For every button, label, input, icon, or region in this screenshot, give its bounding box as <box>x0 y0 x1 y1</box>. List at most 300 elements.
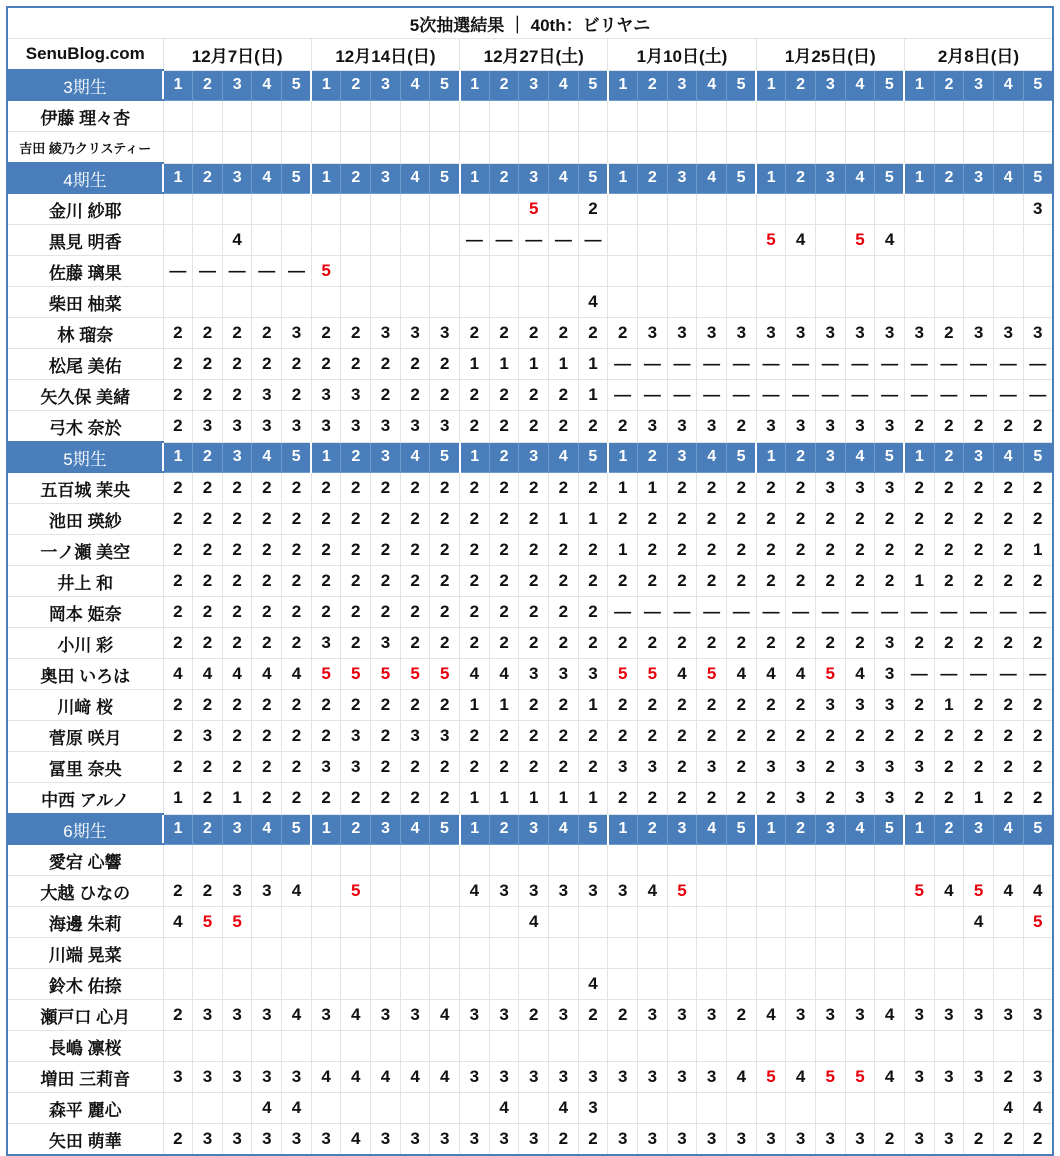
result-cell: 3 <box>667 1062 697 1093</box>
result-cell: 3 <box>430 318 460 349</box>
result-cell: 5 <box>341 876 371 907</box>
result-cell <box>934 844 964 876</box>
slot-number: 2 <box>489 442 519 472</box>
result-cell <box>460 256 490 287</box>
result-cell: 3 <box>400 318 430 349</box>
result-cell: 2 <box>163 1000 193 1031</box>
result-cell <box>726 225 756 256</box>
result-cell <box>193 225 223 256</box>
result-cell <box>252 1031 282 1062</box>
result-cell <box>400 907 430 938</box>
result-cell: 2 <box>460 752 490 783</box>
result-cell <box>697 225 727 256</box>
result-cell <box>222 1093 252 1124</box>
member-name: 奥田 いろは <box>7 659 163 690</box>
result-cell <box>489 938 519 969</box>
result-cell: 3 <box>697 752 727 783</box>
result-cell: 3 <box>1023 193 1053 225</box>
result-cell: 2 <box>460 566 490 597</box>
result-cell: 3 <box>608 1062 638 1093</box>
result-cell: 2 <box>786 566 816 597</box>
result-cell: 3 <box>845 752 875 783</box>
result-cell: 2 <box>489 597 519 628</box>
result-cell: 2 <box>430 380 460 411</box>
result-cell: 3 <box>845 472 875 504</box>
result-cell: 2 <box>578 535 608 566</box>
result-cell <box>786 907 816 938</box>
result-cell <box>815 100 845 132</box>
result-cell <box>519 1093 549 1124</box>
result-cell <box>311 844 341 876</box>
result-cell: 3 <box>845 690 875 721</box>
result-cell <box>875 193 905 225</box>
result-cell <box>341 907 371 938</box>
result-cell: 5 <box>904 876 934 907</box>
result-cell: 2 <box>726 535 756 566</box>
member-row <box>7 287 1053 318</box>
result-cell: 2 <box>400 597 430 628</box>
result-cell <box>252 100 282 132</box>
result-cell <box>875 100 905 132</box>
result-cell <box>756 1093 786 1124</box>
member-row <box>7 256 1053 287</box>
result-cell <box>549 844 579 876</box>
result-cell <box>222 132 252 164</box>
result-cell <box>934 225 964 256</box>
result-cell: 2 <box>608 504 638 535</box>
result-cell: 3 <box>341 380 371 411</box>
result-cell: — <box>786 597 816 628</box>
result-cell: — <box>756 597 786 628</box>
result-cell: 3 <box>934 1124 964 1156</box>
title-row <box>7 7 1053 39</box>
result-cell <box>311 876 341 907</box>
result-cell: 2 <box>1023 783 1053 815</box>
slot-number: 4 <box>697 70 727 100</box>
result-cell <box>845 100 875 132</box>
result-cell: 3 <box>875 783 905 815</box>
slot-number: 4 <box>697 442 727 472</box>
result-cell: 2 <box>993 628 1023 659</box>
result-cell <box>667 938 697 969</box>
slot-number: 2 <box>934 163 964 193</box>
result-cell: 2 <box>252 721 282 752</box>
result-cell: 2 <box>252 628 282 659</box>
result-cell: — <box>697 349 727 380</box>
result-cell: 2 <box>430 628 460 659</box>
slot-number: 4 <box>549 70 579 100</box>
slot-number: 4 <box>549 163 579 193</box>
result-cell <box>430 100 460 132</box>
result-cell <box>460 969 490 1000</box>
result-cell: 2 <box>667 504 697 535</box>
result-cell: 3 <box>726 1124 756 1156</box>
result-cell: 3 <box>519 1062 549 1093</box>
result-cell: 3 <box>400 411 430 443</box>
result-cell <box>489 132 519 164</box>
result-cell: 2 <box>163 597 193 628</box>
result-cell <box>815 256 845 287</box>
result-cell: 3 <box>904 318 934 349</box>
result-cell <box>311 287 341 318</box>
result-cell: 2 <box>934 566 964 597</box>
member-name: 黒見 明香 <box>7 225 163 256</box>
result-cell: 4 <box>282 1093 312 1124</box>
result-cell: 2 <box>786 535 816 566</box>
slot-number: 3 <box>667 442 697 472</box>
result-cell: 2 <box>1023 1124 1053 1156</box>
member-row <box>7 349 1053 380</box>
slot-number: 5 <box>430 163 460 193</box>
result-cell: 5 <box>341 659 371 690</box>
result-cell: 3 <box>756 318 786 349</box>
result-cell: 2 <box>608 411 638 443</box>
result-cell: 3 <box>1023 1062 1053 1093</box>
result-cell <box>193 1031 223 1062</box>
result-cell: — <box>1023 380 1053 411</box>
result-cell <box>964 938 994 969</box>
result-cell: 2 <box>756 783 786 815</box>
result-cell: 2 <box>489 628 519 659</box>
result-cell: 1 <box>222 783 252 815</box>
result-cell: — <box>875 380 905 411</box>
result-cell: 2 <box>845 721 875 752</box>
result-cell: 4 <box>341 1062 371 1093</box>
result-cell: — <box>904 380 934 411</box>
result-cell: 3 <box>252 380 282 411</box>
result-cell <box>489 844 519 876</box>
result-cell: 3 <box>786 752 816 783</box>
result-cell <box>460 100 490 132</box>
result-cell: 2 <box>667 690 697 721</box>
result-cell: — <box>638 597 668 628</box>
result-cell <box>608 100 638 132</box>
result-cell <box>726 100 756 132</box>
result-cell: 2 <box>311 783 341 815</box>
member-name: 松尾 美佑 <box>7 349 163 380</box>
result-cell: 2 <box>460 380 490 411</box>
result-cell <box>252 287 282 318</box>
group-label-6期生: 6期生 <box>7 814 163 844</box>
result-cell <box>400 1093 430 1124</box>
result-cell: 2 <box>311 690 341 721</box>
slot-number: 2 <box>193 814 223 844</box>
result-cell: 2 <box>430 349 460 380</box>
slot-number: 3 <box>815 814 845 844</box>
result-cell: 2 <box>371 535 401 566</box>
result-cell <box>608 287 638 318</box>
slot-number: 3 <box>371 163 401 193</box>
result-cell <box>786 1093 816 1124</box>
member-row <box>7 132 1053 164</box>
result-cell <box>489 1031 519 1062</box>
result-cell <box>489 100 519 132</box>
result-cell: 2 <box>697 535 727 566</box>
result-cell: 3 <box>400 1000 430 1031</box>
result-cell: 2 <box>904 472 934 504</box>
result-cell: 1 <box>549 504 579 535</box>
result-cell <box>400 193 430 225</box>
result-cell: 2 <box>667 566 697 597</box>
member-row <box>7 380 1053 411</box>
slot-number: 4 <box>400 814 430 844</box>
result-cell: 2 <box>252 504 282 535</box>
result-cell: 2 <box>311 566 341 597</box>
result-cell <box>756 132 786 164</box>
slot-number: 4 <box>549 442 579 472</box>
result-cell: 3 <box>1023 1000 1053 1031</box>
result-cell <box>371 876 401 907</box>
result-cell: 2 <box>1023 690 1053 721</box>
result-cell <box>845 1093 875 1124</box>
result-cell <box>904 193 934 225</box>
result-cell <box>311 907 341 938</box>
result-cell: — <box>964 349 994 380</box>
result-cell: 2 <box>341 472 371 504</box>
result-cell: 5 <box>371 659 401 690</box>
result-cell: 2 <box>400 472 430 504</box>
result-cell: 2 <box>638 783 668 815</box>
result-cell <box>608 844 638 876</box>
result-cell: 4 <box>311 1062 341 1093</box>
result-cell: 3 <box>1023 318 1053 349</box>
result-cell <box>993 1031 1023 1062</box>
result-cell: 2 <box>964 628 994 659</box>
result-cell: 3 <box>341 411 371 443</box>
result-cell: 5 <box>756 225 786 256</box>
result-cell <box>993 132 1023 164</box>
result-cell: — <box>667 349 697 380</box>
result-cell: 2 <box>549 535 579 566</box>
result-cell <box>845 132 875 164</box>
result-cell <box>904 907 934 938</box>
result-cell: 2 <box>163 752 193 783</box>
result-cell: — <box>252 256 282 287</box>
result-cell: 3 <box>815 411 845 443</box>
result-cell: 2 <box>519 411 549 443</box>
result-cell: 3 <box>519 659 549 690</box>
result-cell <box>697 876 727 907</box>
result-cell: 2 <box>934 472 964 504</box>
result-cell: — <box>697 380 727 411</box>
result-cell: 2 <box>993 472 1023 504</box>
result-cell: 1 <box>578 349 608 380</box>
slot-number: 2 <box>786 814 816 844</box>
result-cell <box>371 1093 401 1124</box>
result-cell <box>726 938 756 969</box>
result-cell: 2 <box>163 380 193 411</box>
member-row <box>7 100 1053 132</box>
slot-number: 2 <box>489 814 519 844</box>
result-cell: 3 <box>697 1062 727 1093</box>
result-cell: 3 <box>193 1000 223 1031</box>
result-cell: 2 <box>430 504 460 535</box>
result-cell: 3 <box>430 721 460 752</box>
member-name: 吉田 綾乃クリスティー <box>7 132 163 164</box>
result-cell <box>282 969 312 1000</box>
date-header-6: 2月8日(日) <box>904 39 1053 71</box>
result-cell: 2 <box>578 721 608 752</box>
result-cell: 4 <box>460 876 490 907</box>
date-header-4: 1月10日(土) <box>608 39 756 71</box>
slot-number: 5 <box>1023 163 1053 193</box>
result-cell: 2 <box>193 597 223 628</box>
member-name: 瀬戸口 心月 <box>7 1000 163 1031</box>
result-cell <box>697 256 727 287</box>
result-cell: 3 <box>608 1124 638 1156</box>
result-cell: 3 <box>578 659 608 690</box>
result-cell: 2 <box>756 628 786 659</box>
result-cell: 3 <box>222 1000 252 1031</box>
result-cell: — <box>282 256 312 287</box>
result-cell: 2 <box>341 504 371 535</box>
result-cell <box>875 844 905 876</box>
member-row <box>7 659 1053 690</box>
result-cell <box>1023 844 1053 876</box>
result-cell: 2 <box>193 472 223 504</box>
result-cell: — <box>756 380 786 411</box>
result-cell: 2 <box>964 535 994 566</box>
result-cell: 3 <box>875 472 905 504</box>
result-cell <box>252 132 282 164</box>
result-cell <box>875 256 905 287</box>
result-cell <box>371 256 401 287</box>
slot-number: 1 <box>311 814 341 844</box>
result-cell <box>519 1031 549 1062</box>
result-cell <box>163 938 193 969</box>
slot-number: 1 <box>904 442 934 472</box>
result-cell <box>786 969 816 1000</box>
result-cell: 2 <box>549 597 579 628</box>
group-header-row <box>7 70 1053 100</box>
result-cell: — <box>815 349 845 380</box>
result-cell <box>815 1031 845 1062</box>
result-cell: 4 <box>282 1000 312 1031</box>
result-cell <box>638 844 668 876</box>
result-cell <box>638 225 668 256</box>
result-cell: 2 <box>578 1000 608 1031</box>
result-cell <box>578 1031 608 1062</box>
result-cell: 3 <box>311 628 341 659</box>
member-name: 林 瑠奈 <box>7 318 163 349</box>
result-cell <box>756 876 786 907</box>
result-cell <box>519 132 549 164</box>
result-cell: — <box>1023 597 1053 628</box>
result-cell: 3 <box>608 752 638 783</box>
result-cell <box>341 1031 371 1062</box>
member-name: 川端 晃菜 <box>7 938 163 969</box>
slot-number: 5 <box>875 70 905 100</box>
result-cell: 3 <box>667 1000 697 1031</box>
result-cell: 2 <box>726 628 756 659</box>
result-cell: 2 <box>282 690 312 721</box>
result-cell <box>341 969 371 1000</box>
result-cell <box>400 132 430 164</box>
result-cell <box>697 132 727 164</box>
result-cell: — <box>608 349 638 380</box>
result-cell <box>786 100 816 132</box>
member-name: 中西 アルノ <box>7 783 163 815</box>
result-cell: 2 <box>193 628 223 659</box>
result-cell <box>845 287 875 318</box>
result-cell <box>815 969 845 1000</box>
slot-number: 3 <box>519 163 549 193</box>
result-cell: 5 <box>756 1062 786 1093</box>
result-cell: 4 <box>934 876 964 907</box>
result-cell <box>904 1031 934 1062</box>
result-cell: — <box>489 225 519 256</box>
result-cell: 1 <box>460 349 490 380</box>
result-cell: 2 <box>697 721 727 752</box>
result-cell <box>1023 969 1053 1000</box>
result-cell: 2 <box>193 535 223 566</box>
slot-number: 3 <box>667 163 697 193</box>
result-cell: — <box>993 597 1023 628</box>
result-cell <box>608 907 638 938</box>
result-cell: 4 <box>756 659 786 690</box>
result-cell <box>578 938 608 969</box>
slot-number: 4 <box>252 70 282 100</box>
result-cell <box>371 100 401 132</box>
result-cell <box>667 100 697 132</box>
result-cell: 2 <box>578 1124 608 1156</box>
result-cell: 2 <box>608 1000 638 1031</box>
slot-number: 3 <box>519 814 549 844</box>
result-cell <box>252 938 282 969</box>
result-cell <box>193 132 223 164</box>
result-cell: 2 <box>549 1124 579 1156</box>
result-cell: 2 <box>519 752 549 783</box>
result-cell: 3 <box>697 318 727 349</box>
result-cell <box>815 132 845 164</box>
result-cell <box>341 100 371 132</box>
result-cell: 2 <box>786 628 816 659</box>
result-cell: 2 <box>163 628 193 659</box>
result-cell: 5 <box>608 659 638 690</box>
slot-number: 3 <box>815 442 845 472</box>
result-cell: 2 <box>934 411 964 443</box>
result-cell: 2 <box>1023 566 1053 597</box>
result-cell: 2 <box>222 752 252 783</box>
member-row <box>7 318 1053 349</box>
result-cell: 2 <box>1023 472 1053 504</box>
result-cell: 2 <box>519 628 549 659</box>
result-cell: 3 <box>964 1000 994 1031</box>
result-cell: 2 <box>371 349 401 380</box>
result-cell: 2 <box>252 318 282 349</box>
result-cell: 4 <box>222 225 252 256</box>
result-cell <box>815 193 845 225</box>
result-cell <box>786 132 816 164</box>
result-cell <box>163 225 193 256</box>
member-row <box>7 535 1053 566</box>
slot-number: 1 <box>163 163 193 193</box>
result-cell: 2 <box>163 535 193 566</box>
result-cell: 1 <box>549 783 579 815</box>
result-cell: — <box>608 380 638 411</box>
result-cell: 3 <box>845 1000 875 1031</box>
result-cell <box>430 256 460 287</box>
result-cell: 2 <box>993 566 1023 597</box>
result-cell: 5 <box>815 1062 845 1093</box>
result-cell: 3 <box>371 411 401 443</box>
result-cell: 2 <box>222 597 252 628</box>
result-cell: 4 <box>489 1093 519 1124</box>
slot-number: 4 <box>993 814 1023 844</box>
result-cell: 2 <box>578 566 608 597</box>
result-cell: 2 <box>638 690 668 721</box>
result-cell <box>400 287 430 318</box>
